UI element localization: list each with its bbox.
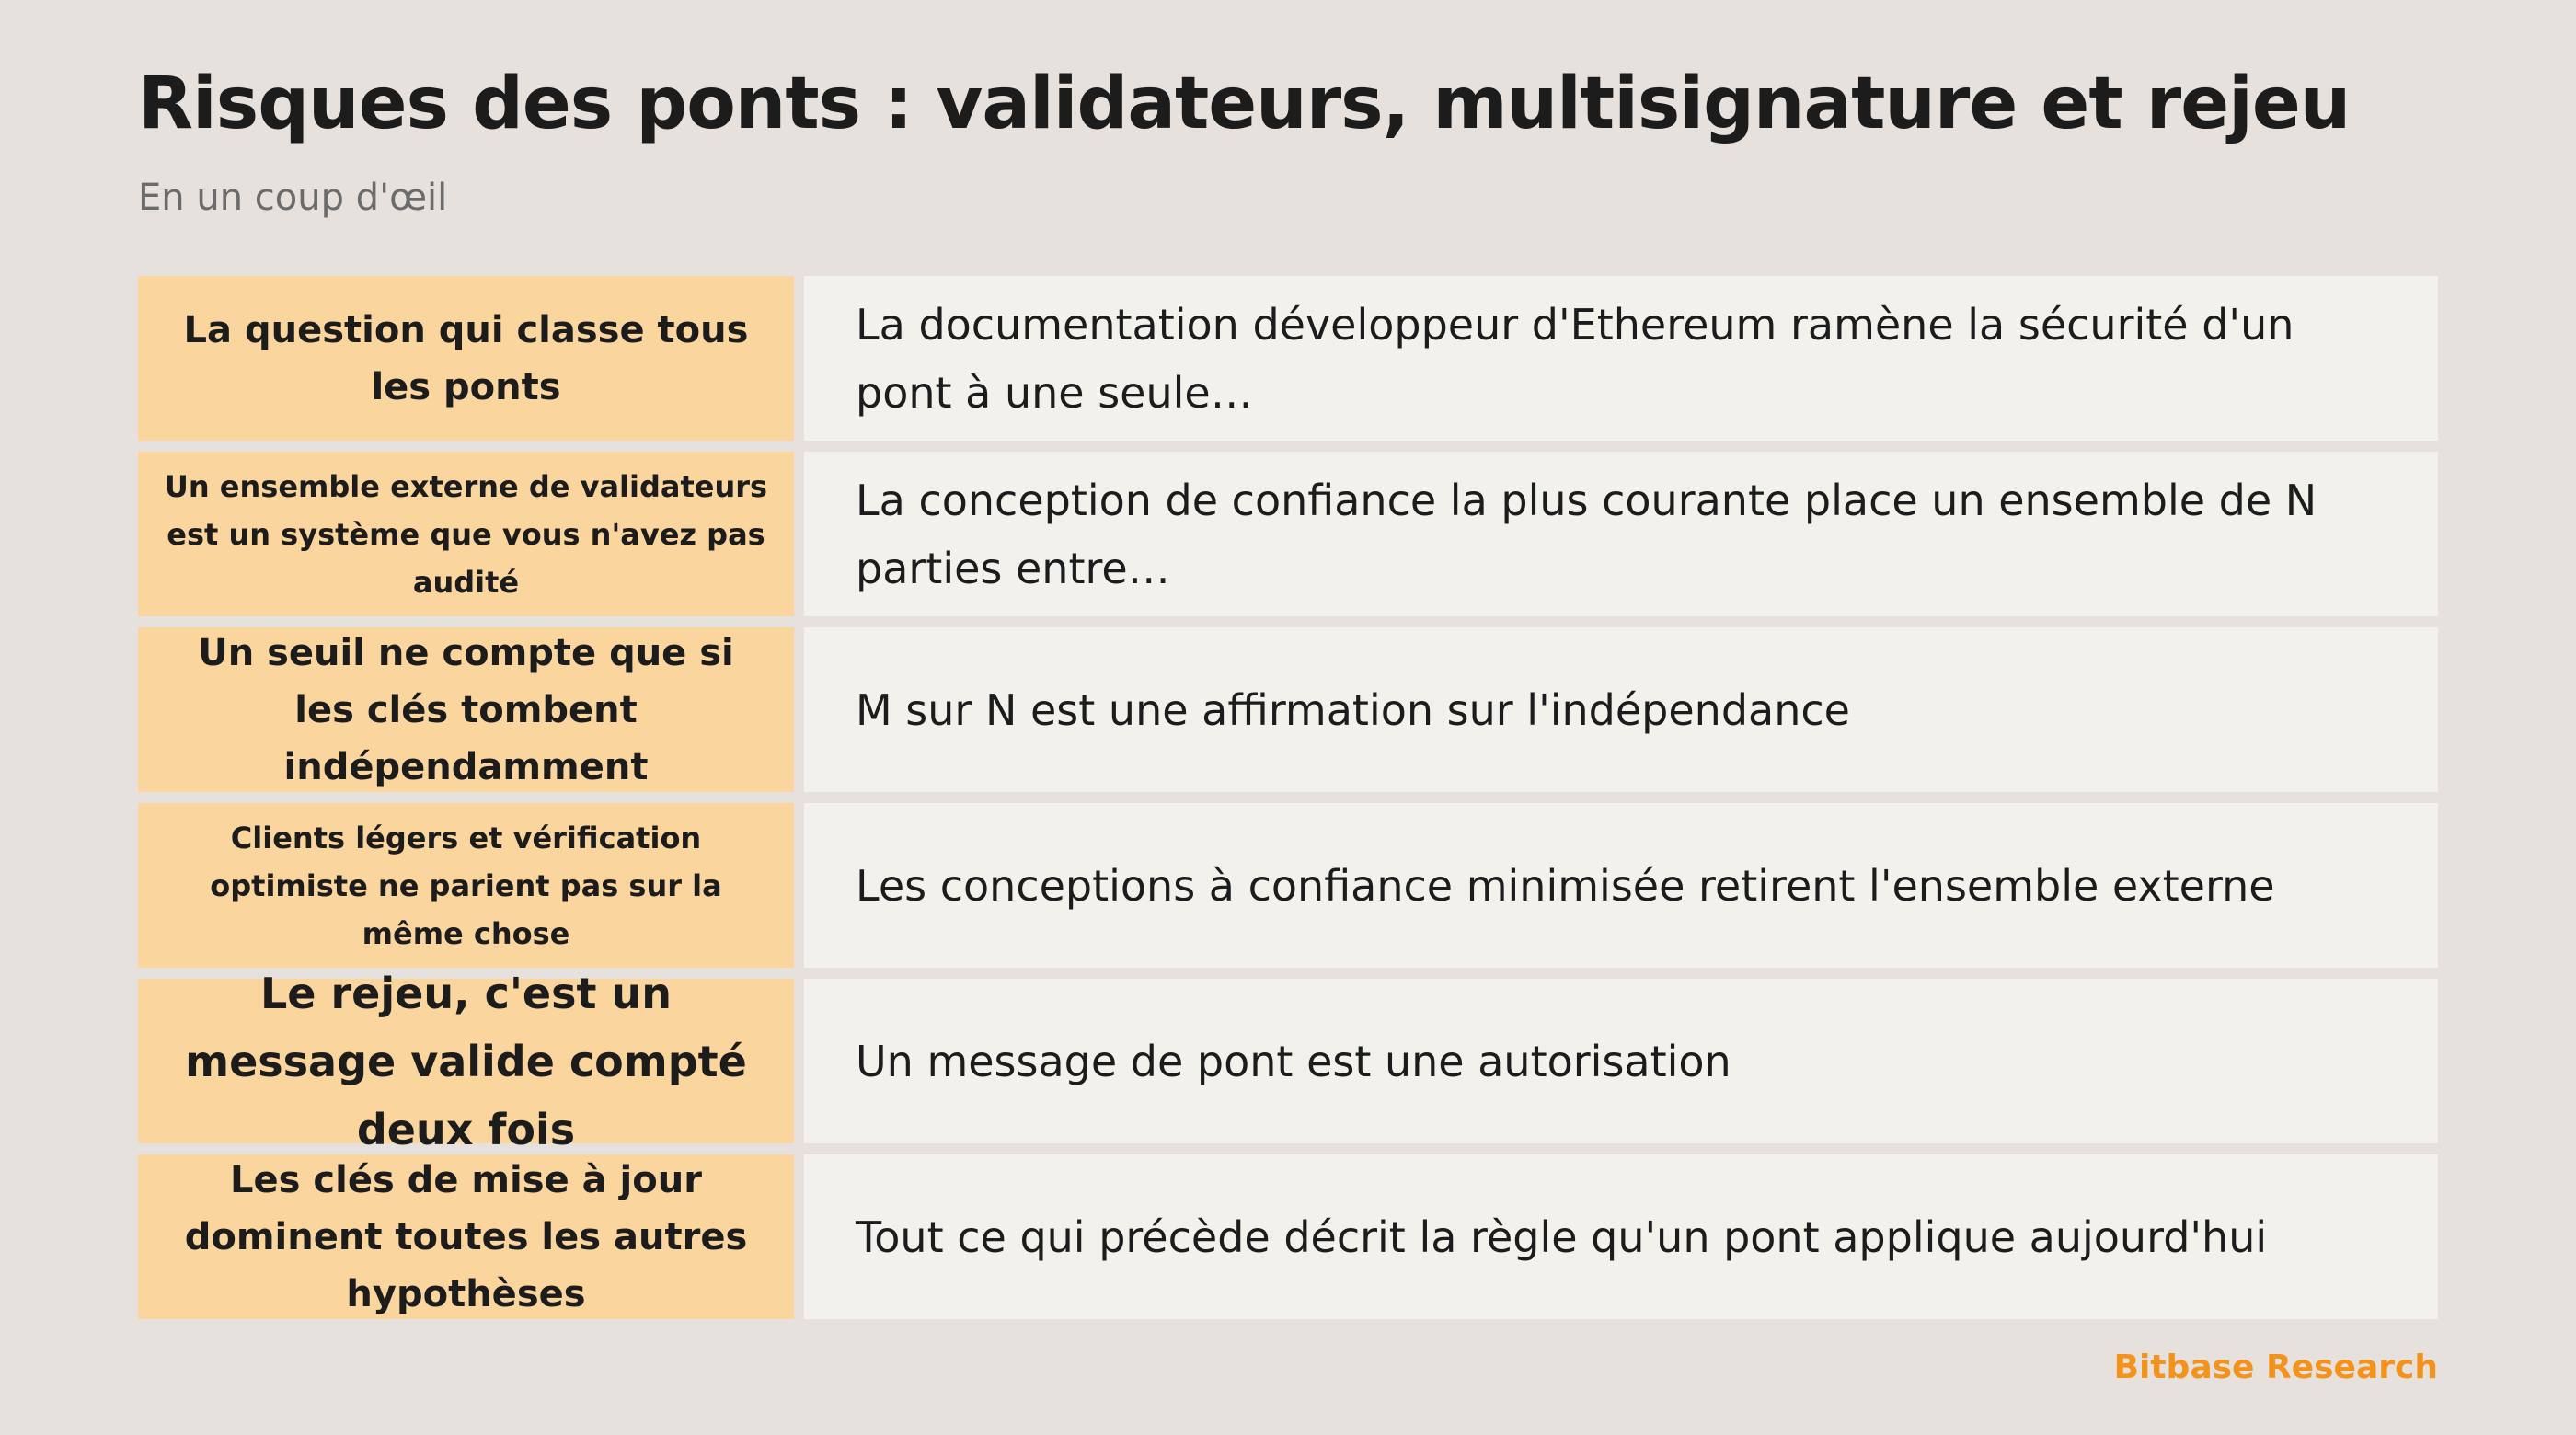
table-row	[138, 627, 2438, 792]
row-description: La documentation développeur d'Ethereum ramène la sécurité d'un pont à une seule…	[804, 276, 2438, 441]
row-heading: La question qui classe tous les ponts	[138, 276, 794, 441]
table-row	[138, 968, 2438, 1154]
row-description: La conception de confiance la plus courante place un ensemble de N parties entre…	[804, 452, 2438, 616]
brand-footer: Bitbase Research	[2113, 1349, 2438, 1386]
row-description: Les conceptions à confiance minimisée retirent l'ensemble externe	[804, 803, 2438, 968]
row-heading: Clients légers et vérification optimiste ne parient pas sur la même chose	[138, 803, 794, 968]
table-row	[138, 1154, 2438, 1319]
page-subtitle: En un coup d'œil	[138, 177, 448, 219]
row-heading: Le rejeu, c'est un message valide compté deux fois	[138, 979, 794, 1143]
page-title: Risques des ponts : validateurs, multisignature et rejeu	[138, 63, 2351, 145]
row-description: Tout ce qui précède décrit la règle qu'un pont applique aujourd'hui	[804, 1154, 2438, 1319]
row-heading: Un ensemble externe de validateurs est un système que vous n'avez pas audité	[138, 452, 794, 616]
row-description: Un message de pont est une autorisation	[804, 979, 2438, 1143]
table-row	[138, 276, 2438, 441]
row-description: M sur N est une affirmation sur l'indépendance	[804, 627, 2438, 792]
table-row	[138, 803, 2438, 968]
table-row	[138, 452, 2438, 616]
summary-table	[138, 276, 2438, 1330]
row-heading: Un seuil ne compte que si les clés tombent indépendamment	[138, 627, 794, 792]
row-heading: Les clés de mise à jour dominent toutes les autres hypothèses	[138, 1154, 794, 1319]
